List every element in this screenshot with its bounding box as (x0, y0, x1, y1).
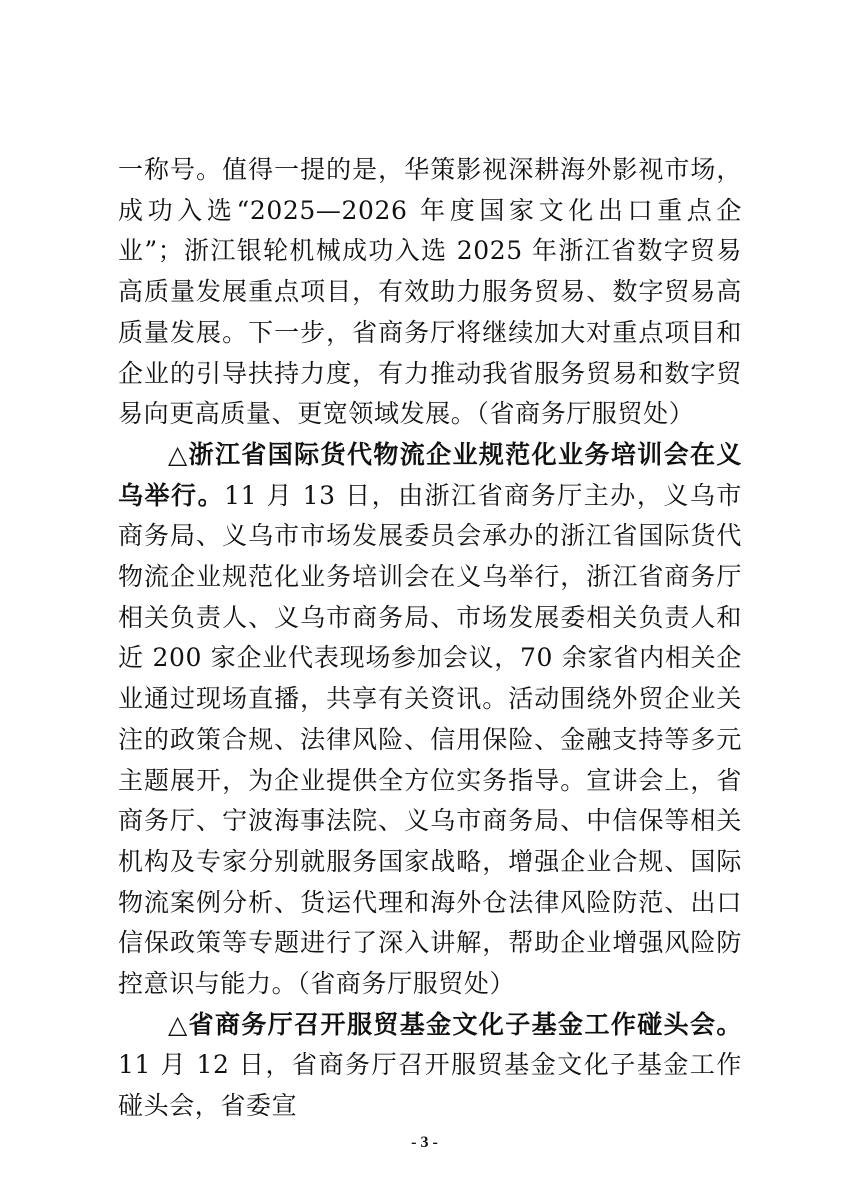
page-number: - 3 - (411, 1134, 438, 1151)
paragraph-culture-fund (118, 1005, 742, 1127)
paragraph-freight-training (118, 435, 742, 1005)
paragraph-3-text: 11 月 12 日，省商务厅召开服贸基金文化子基金工作碰头会，省委宣 (118, 1050, 742, 1121)
paragraph-1-text: 一称号。值得一提的是，华策影视深耕海外影视市场，成功入选“2025—2026 年度国家文化出口重点企业”；浙江银轮机械成功入选 2025 年浙江省数字贸易高质量发展重点项目，有效助力服务贸易、数字贸易高质量发展。下一步，省商务厅将继续加大对重点项目和企业的引导扶持力度，有力推动我省服务贸易和数字贸易向更高质量、更宽领域发展。（省商务厅服贸处） (118, 155, 742, 429)
paragraph-2-heading: △浙江省国际货代物流企业规范化业务培训会在义乌举行。 (118, 439, 742, 510)
paragraph-continuation (118, 150, 742, 435)
paragraph-3-heading: △省商务厅召开服贸基金文化子基金工作碰头会。 (168, 1009, 742, 1039)
document-body (118, 150, 742, 1127)
paragraph-2-text: 11 月 13 日，由浙江省商务厅主办，义乌市商务局、义乌市市场发展委员会承办的浙江省国际货代物流企业规范化业务培训会在义乌举行，浙江省商务厅相关负责人、义乌市商务局、市场发展委相关负责人和近 200 家企业代表现场参加会议，70 余家省内相关企业通过现场直播，共享有关资讯。活动围绕外贸企业关注的政策合规、法律风险、信用保险、金融支持等多元主题展开，为企业提供全方位实务指导。宣讲会上，省商务厅、宁波海事法院、义乌市商务局、中信保等相关机构及专家分别就服务国家战略，增强企业合规、国际物流案例分析、货运代理和海外仓法律风险防范、出口信保政策等专题进行了深入讲解，帮助企业增强风险防控意识与能力。（省商务厅服贸处） (118, 480, 743, 999)
